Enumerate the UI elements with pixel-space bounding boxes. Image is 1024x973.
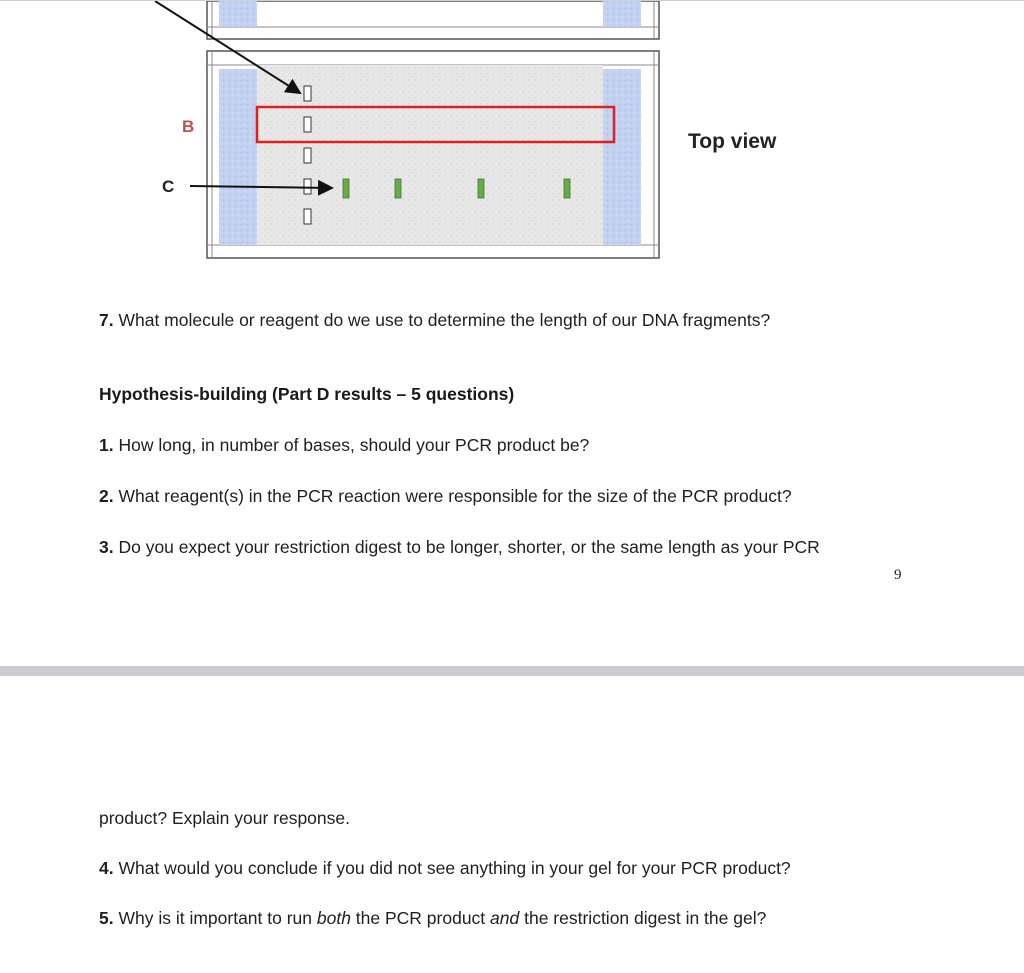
question-number: 1. (99, 435, 114, 455)
question-text: What molecule or reagent do we use to determine the length of our DNA fragments? (113, 310, 771, 330)
label-b: B (182, 117, 195, 136)
lower-gel-box (207, 51, 659, 258)
band-1 (343, 179, 349, 198)
question-number: 7. (99, 310, 114, 330)
buffer-zone-left (219, 69, 257, 245)
gel-diagram-svg (0, 1, 1024, 271)
question-text: How long, in number of bases, should your PCR product be? (113, 435, 590, 455)
well-4 (304, 179, 311, 194)
well-2 (304, 117, 311, 132)
question-number: 2. (99, 486, 114, 506)
well-3 (304, 148, 311, 163)
well-1 (304, 86, 311, 101)
question-1 (99, 434, 589, 456)
band-4 (564, 179, 570, 198)
emphasis-both: both (316, 908, 351, 928)
band-2 (395, 179, 401, 198)
question-text-mid: the PCR product (350, 908, 491, 928)
question-text: What would you conclude if you did not see anything in your gel for your PCR product? (113, 858, 791, 878)
upper-gel-box (207, 1, 659, 39)
page-separator (0, 666, 1024, 676)
question-text-post: the restriction digest in the gel? (519, 908, 767, 928)
question-2 (99, 485, 792, 507)
gel-diagram (0, 1, 1024, 271)
label-c: C (162, 177, 175, 196)
question-5 (99, 907, 766, 929)
question-number: 4. (99, 858, 114, 878)
question-number: 5. (99, 908, 114, 928)
question-3 (99, 536, 820, 558)
question-7 (99, 309, 770, 331)
question-text: What reagent(s) in the PCR reaction were responsible for the size of the PCR product? (113, 486, 792, 506)
top-view-label: Top view (688, 130, 777, 153)
question-3-continuation: product? Explain your response. (99, 808, 350, 828)
buffer-zone-right (603, 69, 641, 245)
question-4 (99, 857, 791, 879)
band-3 (478, 179, 484, 198)
emphasis-and: and (490, 908, 520, 928)
question-text-pre: Why is it important to run (113, 908, 317, 928)
document-page-10 (0, 676, 1024, 973)
question-text: Do you expect your restriction digest to be longer, shorter, or the same length as your PCR (113, 537, 820, 557)
well-5 (304, 209, 311, 224)
section-heading: Hypothesis-building (Part D results – 5 questions) (99, 384, 515, 404)
question-number: 3. (99, 537, 114, 557)
page-number: 9 (894, 567, 902, 583)
